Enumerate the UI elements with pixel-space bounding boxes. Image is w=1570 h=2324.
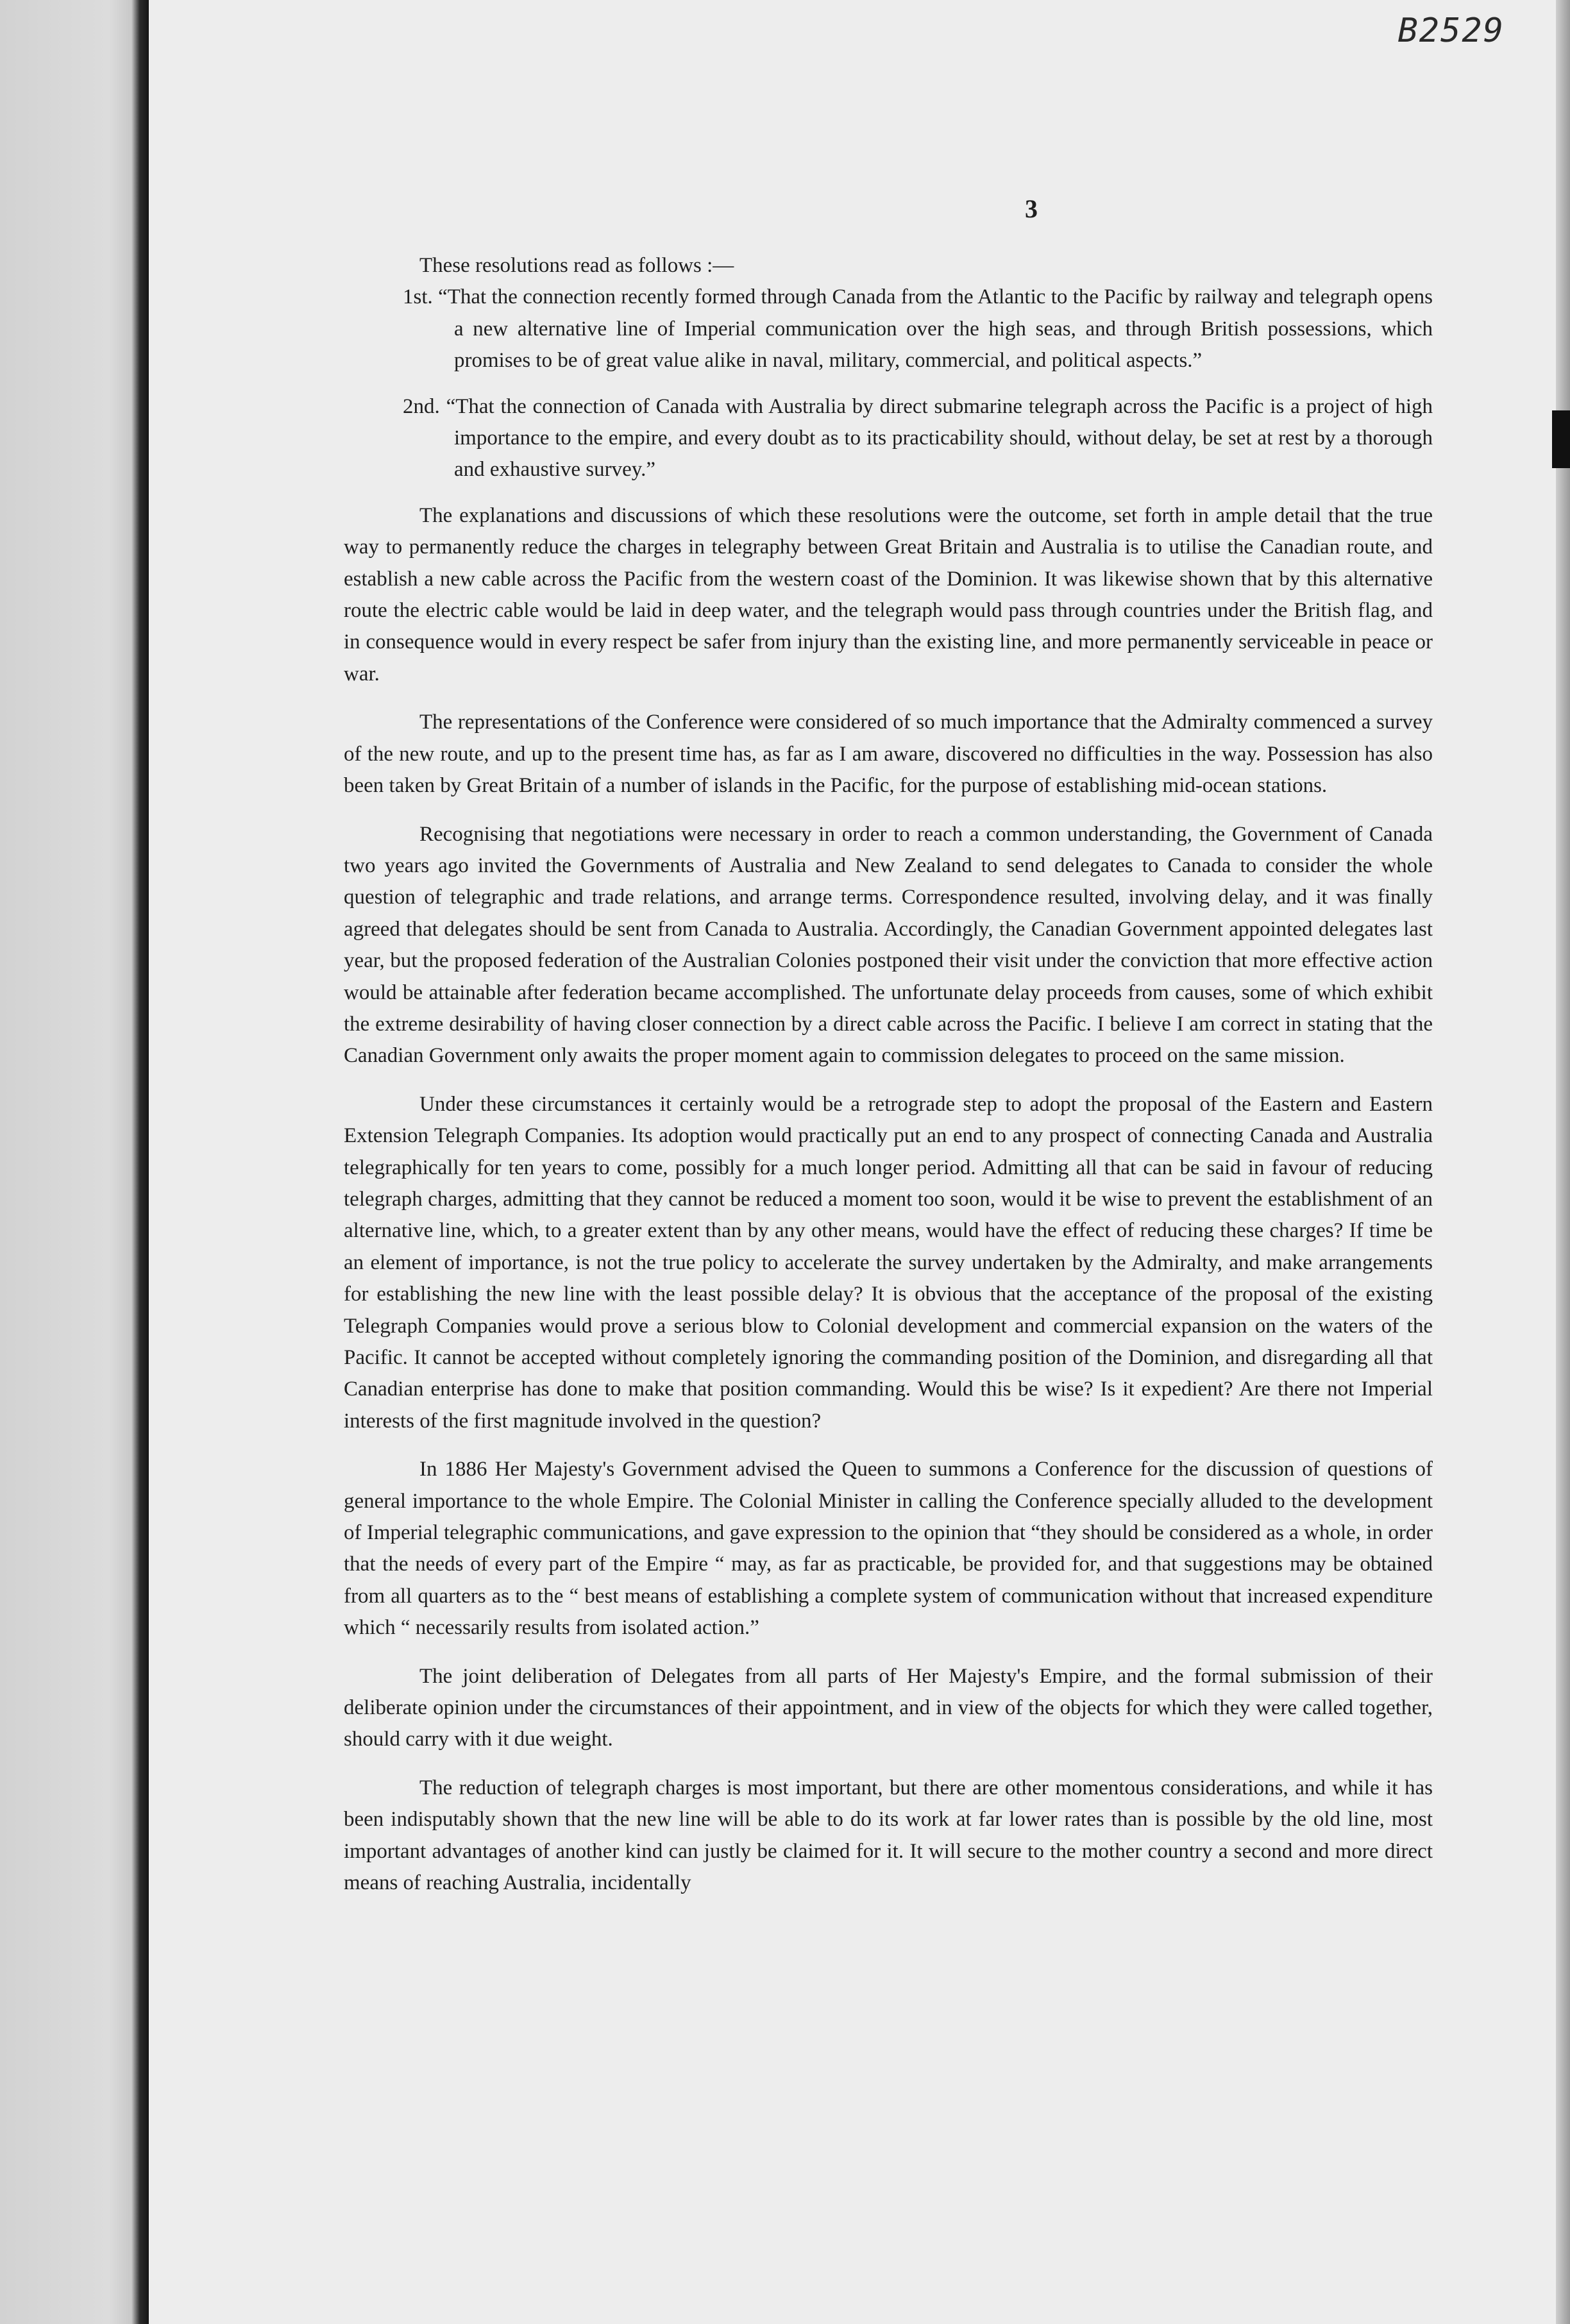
scan-gutter [0,0,149,2324]
paragraph-admiralty-survey: The representations of the Conference were considered of so much importance that the Admiralty commenced a survey of the new route, and up to the present time has, as far as I am aware, discovered no difficulties in the way. Possession has also been taken by Great Britain of a number of islands in the Pacific, for the purpose of establishing mid-ocean stations. [344,711,1433,798]
paragraph-reduction-charges: The reduction of telegraph charges is most important, but there are other momentous considerations, and while it has been indisputably shown that the new line will be able to do its work at far lower rates than is possible by the old line, most important advantages of another kind can justly be claimed for it. It will secure to the mother country a second and more direct means of reaching Australia, incidentally [344,1776,1433,1895]
scan-edge-mark [1552,410,1570,468]
paragraph-joint-deliberation: The joint deliberation of Delegates from all parts of Her Majesty's Empire, and the formal submission of their deliberate opinion under the circumstances of their appointment, and in view of the objects for which they were called together, should carry with it due weight. [344,1664,1433,1751]
resolution-label: 2nd. [403,394,440,418]
resolutions-intro: These resolutions read as follows :— [419,254,734,277]
paragraph-explanations: The explanations and discussions of which these resolutions were the outcome, set forth in ample detail that the true way to permanently reduce the charges in telegraphy between Great Britain and Australia is to utilise the Canadian route, and establish a new cable across the Pacific from the western coast of the Dominion. It was likewise shown that by this alternative route the electric cable would be laid in deep water, and the telegraph would pass through countries under the British flag, and in consequence would in every respect be safer from injury than the existing line, and more permanently serviceable in peace or war. [344,503,1433,686]
resolution-text: “That the connection of Canada with Australia by direct submarine telegraph across the Pacific is a project of high importance to the empire, and every doubt as to its practicability should, without delay, be set at rest by a thorough and exhaustive survey.” [446,394,1433,482]
page-number: 3 [1025,194,1038,223]
paragraph-conference-1886: In 1886 Her Majesty's Government advised the Queen to summons a Conference for the discussion of questions of general importance to the whole Empire. The Colonial Minister in calling the Conference specially alluded to the development of Imperial telegraphic communications, and gave expression to the opinion that “they should be considered as a whole, in order that the needs of every part of the Empire “ may, as far as practicable, be provided for, and that suggestions may be obtained from all quarters as to the “ best means of establishing a complete system of communication without that increased expenditure which “ necessarily results from isolated action.” [344,1458,1433,1640]
paragraph-retrograde-step: Under these circumstances it certainly would be a retrograde step to adopt the proposal of the Eastern and Eastern Extension Telegraph Companies. Its adoption would practically put an end to any prospect of connecting Canada and Australia telegraphically for ten years to come, possibly for a much longer period. Admitting all that can be said in favour of reducing telegraph charges, admitting that they cannot be reduced a moment too soon, would it be wise to prevent the establishment of an alternative line, which, to a greater extent than by any other means, would have the effect of reducing these charges? If time be an element of importance, is not the true policy to accelerate the survey undertaken by the Admiralty, and make arrangements for establishing the new line with the least possible delay? It is obvious that the acceptance of the proposal of the existing Telegraph Companies would prove a serious blow to Colonial development and commercial expansion on the waters of the Pacific. It cannot be accepted without completely ignoring the commanding position of the Dominion, and disregarding all that Canadian enterprise has done to make that position commanding. Would this be wise? Is it expedient? Are there not Imperial interests of the first magnitude involved in the question? [344,1092,1433,1433]
scan-edge [1556,0,1570,2324]
resolution-first [344,282,1433,376]
resolution-text: “That the connection recently formed through Canada from the Atlantic to the Pacific by railway and telegraph opens a new alternative line of Imperial communication over the high seas, and through British possessions, which promises to be of great value alike in naval, military, commercial, and political aspects.” [438,285,1433,373]
resolution-second [344,391,1433,486]
paragraph-negotiations: Recognising that negotiations were necessary in order to reach a common understanding, the Government of Canada two years ago invited the Governments of Australia and New Zealand to send delegates to Canada to consider the whole question of telegraphic and trade relations, and arrange terms. Correspondence resulted, involving delay, and it was finally agreed that delegates should be sent from Canada to Australia. Accordingly, the Canadian Government appointed delegates last year, but the proposed federation of the Australian Colonies postponed their visit under the conviction that more effective action would be attainable after federation became accomplished. The unfortunate delay proceeds from causes, some of which exhibit the extreme desirability of having closer connection by a direct cable across the Pacific. I believe I am correct in stating that the Canadian Government only awaits the proper moment again to commission delegates to proceed on the same mission. [344,822,1433,1068]
resolution-label: 1st. [403,285,433,309]
archive-mark: B2529 [1397,12,1505,50]
body-text [344,250,1433,1899]
